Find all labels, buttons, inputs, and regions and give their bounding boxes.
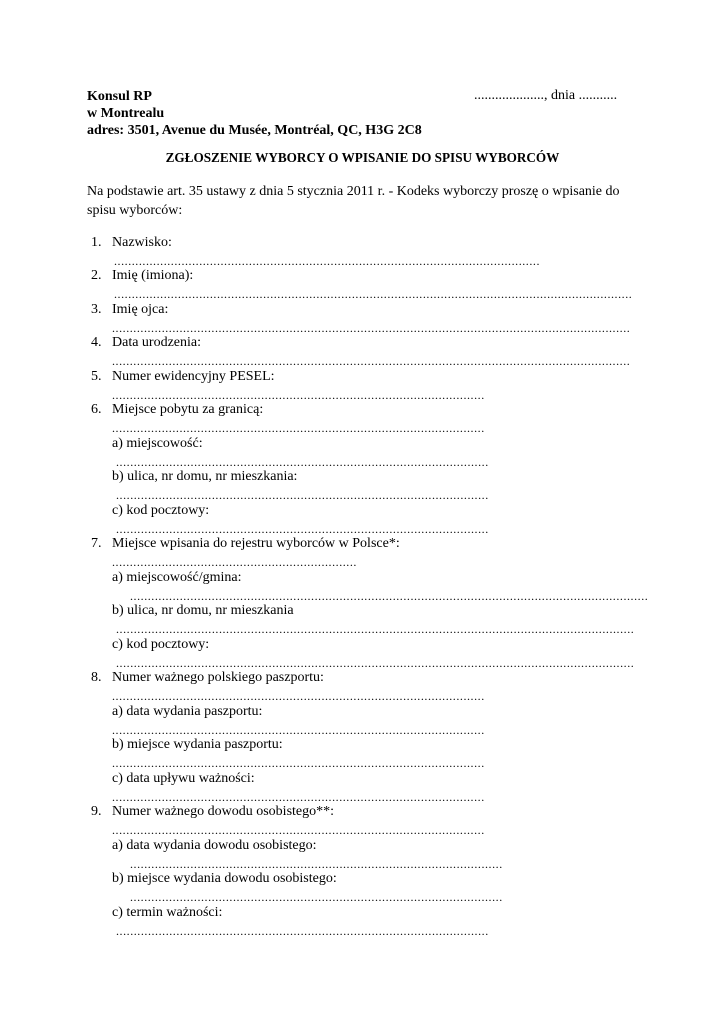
item-label: Miejsce wpisania do rejestru wyborców w Polsce*:: [112, 536, 400, 551]
passport-issue-place-field[interactable]: .........................................................................................................: [112, 756, 485, 770]
item-label: b) miejsce wydania dowodu osobistego:: [112, 871, 337, 886]
item-label: c) data upływu ważności:: [112, 771, 255, 786]
item-label: a) miejscowość/gmina:: [112, 570, 242, 585]
item-label: Numer ważnego dowodu osobistego**:: [112, 804, 335, 819]
item-label: Numer ważnego polskiego paszportu:: [112, 670, 324, 685]
pesel-field[interactable]: .........................................................................................................: [112, 388, 485, 402]
birth-date-field[interactable]: ..................................................................................................................................................: [112, 354, 631, 368]
surname-field[interactable]: ........................................................................................................................: [114, 254, 540, 268]
consul-title: Konsul RP: [87, 89, 152, 104]
passport-number-field[interactable]: .........................................................................................................: [112, 689, 485, 703]
abroad-postal-code-field[interactable]: .........................................................................................................: [116, 522, 489, 536]
item-label: a) data wydania paszportu:: [112, 704, 263, 719]
consul-city: w Montrealu: [87, 106, 165, 121]
item-label: c) kod pocztowy:: [112, 503, 210, 518]
id-card-issue-place-field[interactable]: .........................................................................................................: [130, 890, 503, 904]
id-card-number-field[interactable]: .........................................................................................................: [112, 823, 485, 837]
abroad-city-field[interactable]: .........................................................................................................: [116, 455, 489, 469]
item-number: 3.: [91, 302, 102, 317]
item-label: a) miejscowość:: [112, 436, 203, 451]
abroad-street-field[interactable]: .........................................................................................................: [116, 488, 489, 502]
father-name-field[interactable]: ..................................................................................................................................................: [112, 321, 631, 335]
item-label: c) kod pocztowy:: [112, 637, 210, 652]
item-number: 5.: [91, 369, 102, 384]
item-label: Imię (imiona):: [112, 268, 194, 283]
item-number: 4.: [91, 335, 102, 350]
item-label: Imię ojca:: [112, 302, 169, 317]
item-number: 1.: [91, 235, 102, 250]
id-card-expiry-field[interactable]: .........................................................................................................: [116, 924, 489, 938]
date-field[interactable]: ...................., dnia ...........: [474, 88, 618, 103]
residence-abroad-field[interactable]: .........................................................................................................: [112, 421, 485, 435]
id-card-issue-date-field[interactable]: .........................................................................................................: [130, 857, 503, 871]
document-title: ZGŁOSZENIE WYBORCY O WPISANIE DO SPISU WYBORCÓW: [165, 150, 560, 165]
first-names-field[interactable]: ..................................................................................................................................................: [114, 287, 633, 301]
poland-postal-code-field[interactable]: ..................................................................................................................................................: [116, 656, 635, 670]
item-number: 9.: [91, 804, 102, 819]
intro-paragraph: Na podstawie art. 35 ustawy z dnia 5 stycznia 2011 r. - Kodeks wyborczy proszę o wpisanie do spisu wyborców:: [87, 184, 620, 218]
poland-register-field[interactable]: .....................................................................: [112, 555, 357, 569]
item-label: a) data wydania dowodu osobistego:: [112, 838, 317, 853]
poland-street-field[interactable]: ..................................................................................................................................................: [116, 622, 635, 636]
poland-city-field[interactable]: ..................................................................................................................................................: [130, 589, 649, 603]
item-label: Nazwisko:: [112, 235, 172, 250]
item-label: c) termin ważności:: [112, 905, 223, 920]
item-label: b) ulica, nr domu, nr mieszkania:: [112, 469, 298, 484]
consul-address: adres: 3501, Avenue du Musée, Montréal, QC, H3G 2C8: [87, 123, 422, 138]
item-number: 7.: [91, 536, 102, 551]
passport-issue-date-field[interactable]: .........................................................................................................: [112, 723, 485, 737]
passport-expiry-field[interactable]: .........................................................................................................: [112, 790, 485, 804]
item-label: Data urodzenia:: [112, 335, 202, 350]
item-number: 8.: [91, 670, 102, 685]
item-label: b) ulica, nr domu, nr mieszkania: [112, 603, 294, 618]
item-number: 6.: [91, 402, 102, 417]
item-label: Miejsce pobytu za granicą:: [112, 402, 264, 417]
item-label: Numer ewidencyjny PESEL:: [112, 369, 275, 384]
item-label: b) miejsce wydania paszportu:: [112, 737, 283, 752]
item-number: 2.: [91, 268, 102, 283]
